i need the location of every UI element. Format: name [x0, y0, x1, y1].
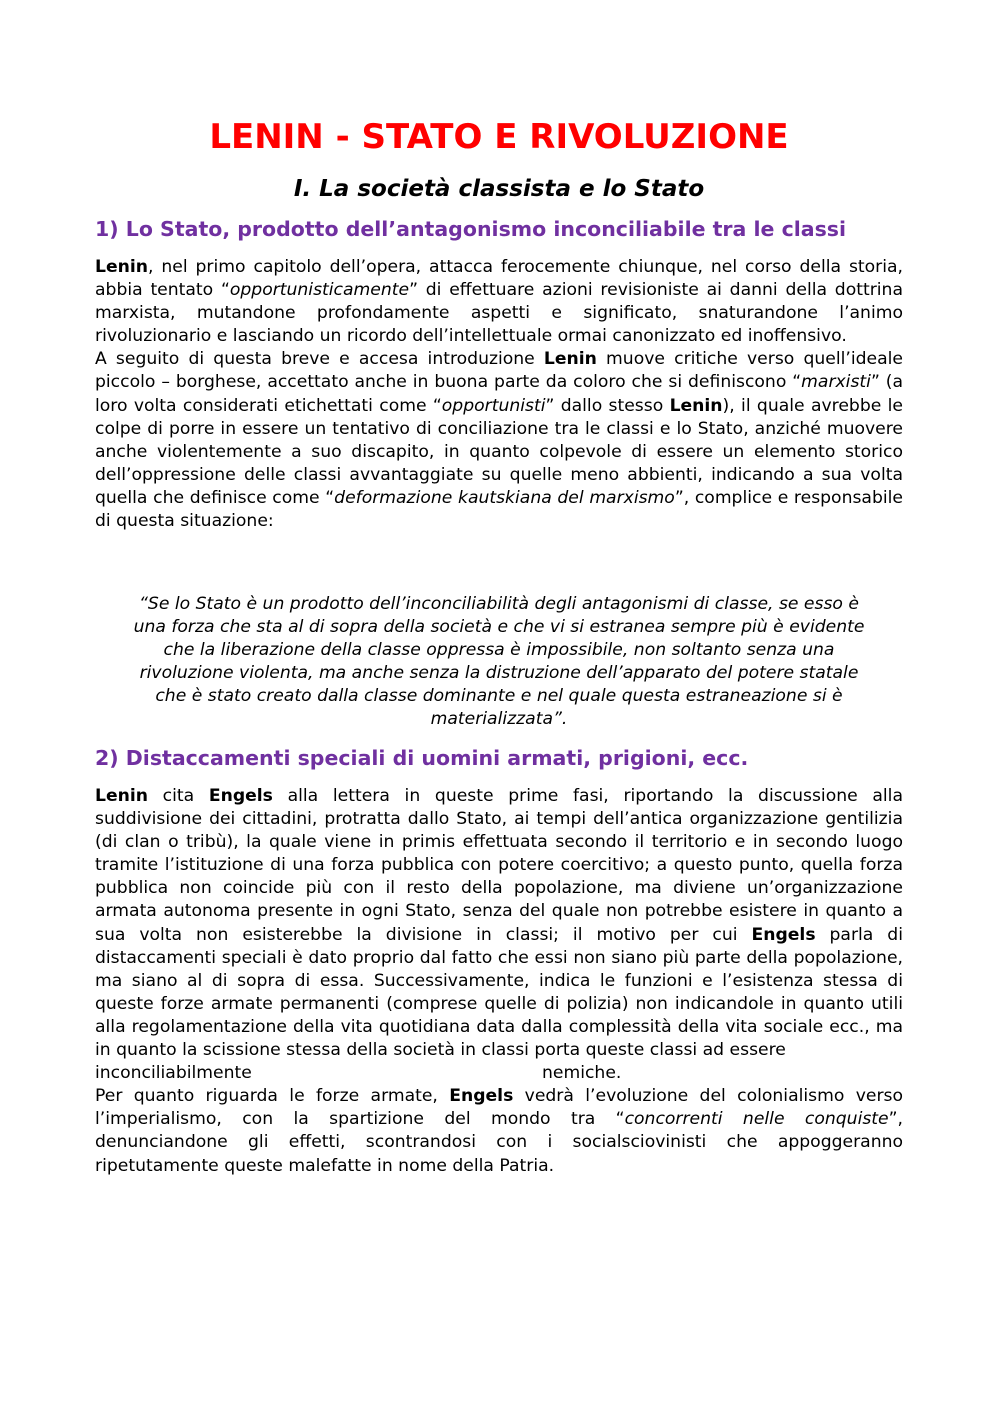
quote-line: che la liberazione della classe oppressa è impossibile, non soltanto senza una — [163, 640, 835, 661]
emphasis-term: opportunisti — [441, 395, 546, 416]
section-2-paragraph-1-last-line — [95, 1062, 903, 1085]
section-1-paragraph-2: A seguito di questa breve e accesa introduzione Lenin muove critiche verso quell’ideale piccolo – borghese, accettato anche in buona parte da coloro che si definiscono “marxisti” (a loro volta considerati etichettati come “opportunisti” dallo stesso Lenin), il quale avrebbe le colpe di porre in essere un tentativo di conciliazione tra le classi e lo Stato, anziché muovere anche violentemente a suo discapito, in quanto colpevole di essere un elemento storico dell’oppressione delle classi avvantaggiate su quelle meno abbienti, indicando a sua volta quella che definisce come “deformazione kautskiana del marxismo”, complice e responsabile di questa situazione: — [95, 349, 904, 532]
quote-line: materializzata”. — [430, 709, 568, 730]
author-name-engels: Engels — [208, 786, 273, 806]
emphasis-term: opportunisticamente — [229, 280, 410, 301]
quote-line: che è stato creato dalla classe dominante e nel quale questa estraneazione si è — [155, 686, 843, 707]
emphasis-term: concorrenti nelle conquiste — [624, 1109, 889, 1130]
last-line-word: nemiche. — [542, 1063, 622, 1084]
section-2-body — [95, 785, 903, 1178]
section-1-paragraph-1: Lenin, nel primo capitolo dell’opera, attacca ferocemente chiunque, nel corso della storia, abbia tentato “opportunisticamente” di effettuare azioni revisioniste ai danni della dottrina marxista, mutandone profondamente aspetti e significato, snaturandone l’animo rivoluzionario e lasciando un ricordo dell’intellettuale ormai canonizzato ed inoffensivo. — [95, 257, 903, 347]
emphasis-term: marxisti — [801, 372, 871, 393]
author-name-lenin: Lenin — [95, 257, 148, 277]
quote-line: rivoluzione violenta, ma anche senza la distruzione dell’apparato del potere statale — [139, 663, 859, 684]
author-name-engels: Engels — [751, 924, 816, 945]
section-1-body — [95, 256, 903, 533]
document-subtitle: I. La società classista e lo Stato — [293, 176, 705, 202]
quote-line: “Se lo Stato è un prodotto dell’inconciliabilità degli antagonismi di classe, se esso è — [139, 594, 859, 614]
block-quote — [95, 593, 903, 732]
author-name-engels: Engels — [449, 1086, 514, 1107]
document-title: LENIN - STATO E RIVOLUZIONE — [209, 117, 789, 157]
author-name-lenin: Lenin — [669, 395, 723, 416]
author-name-lenin: Lenin — [95, 786, 148, 806]
section-2-paragraph-1: Lenin cita Engels alla lettera in queste prime fasi, riportando la discussione alla suddivisione dei cittadini, protratta dallo Stato, ai tempi dell’antica organizzazione gentilizia (di clan o tribù), la quale viene in primis effettuata secondo il territorio e in secondo luogo tramite l’istituzione di una forza pubblica con potere coercitivo; a questo punto, quella forza pubblica non coincide più con il resto della popolazione, ma diviene un’organizzazione armata autonoma presente in ogni Stato, senza del quale non potrebbe esistere in quanto a sua volta non esisterebbe la divisione in classi; il motivo per cui Engels parla di distaccamenti speciali è dato proprio dal fatto che essi non siano più parte della popolazione, ma siano al di sopra di essa. Successivamente, indica le funzioni e l’esistenza stessa di queste forze armate permanenti (comprese quelle di polizia) non indicandole in quanto utili alla regolamentazione della vita quotidiana data dalla complessità della vita sociale ecc., ma in quanto la scissione stessa della società in classi porta queste classi ad essere — [95, 786, 903, 1061]
emphasis-term: deformazione kautskiana del marxismo — [334, 487, 675, 508]
author-name-lenin: Lenin — [543, 349, 597, 370]
section-2-heading: 2) Distaccamenti speciali di uomini armati, prigioni, ecc. — [95, 746, 749, 770]
last-line-word: inconciliabilmente — [95, 1063, 252, 1084]
section-2-paragraph-2: Per quanto riguarda le forze armate, Engels vedrà l’evoluzione del colonialismo verso l’imperialismo, con la spartizione del mondo tra “concorrenti nelle conquiste”, denunciandone gli effetti, scontrandosi con i socialsciovinisti che appoggeranno ripetutamente queste malefatte in nome della Patria. — [95, 1086, 903, 1176]
quote-line: una forza che sta al di sopra della società e che vi si estranea sempre più è evidente — [133, 617, 865, 638]
section-1-heading: 1) Lo Stato, prodotto dell’antagonismo inconciliabile tra le classi — [95, 217, 847, 241]
